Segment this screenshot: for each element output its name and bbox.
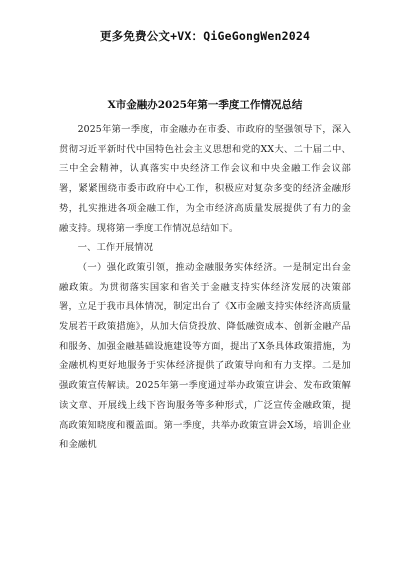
watermark-header: 更多免费公文+VX：QiGeGongWen2024 — [99, 29, 311, 43]
document-body — [59, 120, 351, 455]
document-title: X市金融办2025年第一季度工作情况总结 — [107, 99, 303, 111]
item-1-paragraph: （一）强化政策引领，推动金融服务实体经济。一是制定出台金融政策。为贯彻落实国家和省关于金融支持实体经济发展的决策部署，立足于我市具体情况，制定出台了《X市金融支持实体经济高质量发展若干政策措施》，从加大信贷投放、降低融资成本、创新金融产品和服务、加强金融基础设施建设等方面，提出了X条具体政策措施，为金融机构更好地服务于实体经济提供了政策导向和有力支撑。二是加强政策宣传解读。2025年第一季度通过举办政策宣讲会、发布政策解读文章、开展线上线下咨询服务等多种形式，广泛宣传金融政策，提高政策知晓度和覆盖面。第一季度，共举办政策宣讲会X场，培训企业和金融机 — [59, 261, 351, 451]
intro-paragraph: 2025年第一季度，市金融办在市委、市政府的坚强领导下，深入贯彻习近平新时代中国特色社会主义思想和党的XX大、二十届二中、三中全会精神，认真落实中央经济工作会议和中央金融工作会议部署，紧紧围绕市委市政府中心工作，积极应对复杂多变的经济金融形势，扎实推进各项金融工作，为全市经济高质量发展提供了有力的金融支持。现将第一季度工作情况总结如下。 — [59, 124, 351, 234]
section-heading: 一、工作开展情况 — [77, 242, 154, 254]
